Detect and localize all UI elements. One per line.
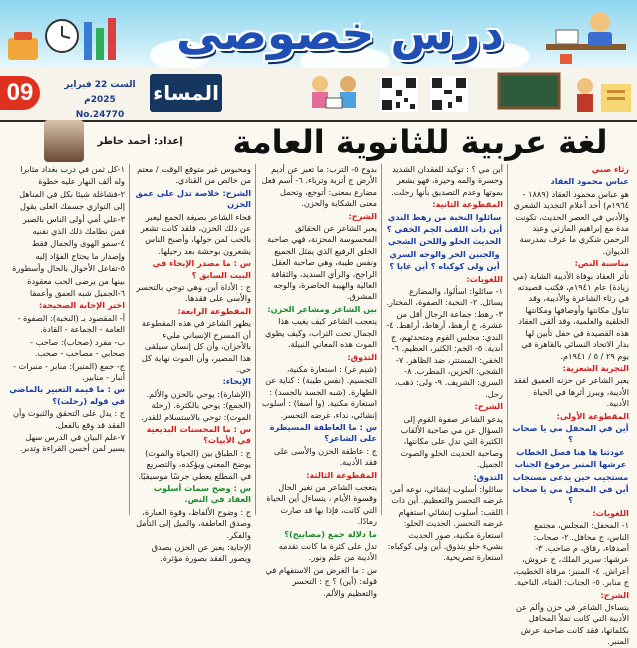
paragraph: التجربة الشعرية: (562, 362, 629, 373)
paragraph: رثاء صبي (591, 164, 629, 174)
paragraph: أين مي ؟ : توكيد للفقدان الشديد وحسرة والمه وحيرة، فهو يشعر بموتها وعدم التصديق بأنها رحلت. (391, 164, 503, 197)
paragraph: المقطوعة الثانية: (432, 199, 503, 210)
paragraph: ٣-علي أمي أولى الناس بالصبر (22, 213, 125, 224)
paragraph: ما دلالة جمع (مصابيح)؟ (284, 528, 377, 539)
paragraph: بينها من يرضى الحب معقودة (27, 275, 125, 286)
paragraph: الإجابة: يعبر عن الحزن بصدق ويصور الفقد بصورة مؤثرة. (151, 542, 251, 564)
student-illustration (540, 6, 632, 66)
article-columns (4, 164, 633, 647)
paragraph: الحديث الحلو واللحن الشجي (387, 236, 502, 247)
paragraph: الشرح: خلاصة تدل على عمق الحزن (135, 187, 251, 210)
paragraph: ٤-سمو الهوى والجمال فقط (31, 238, 125, 249)
paragraph: فمن نظامك ذلك الذي تفنيه (32, 226, 125, 237)
paragraph: وله ألف النهار عليه خطوة (38, 176, 125, 187)
paragraph: سائلوا: أسلوب إنشائي، نوعه أمر، غرضه التحسر والتعظيم. أين ذات اللقب: أسلوب إنشائي استفهام غرضه التحسر. الحديث الحلو: استعارة مكنية، صور الحديث بشيء حلو يتذوق. أين ولى كوكباه: استعارة تصريحية. (387, 483, 503, 563)
paragraph: اللغويات: (592, 507, 629, 518)
paragraph: فجاء الشاعر بصيغة الجمع ليعبر عن ذلك الحزن، فلقد كانت تشعر بالحب لمن حولها، وأصبح الناس يشعرون بوحشة بعد رحيلها. (140, 211, 251, 256)
paragraph: اللغويات: (466, 273, 503, 284)
page-number-badge: 09 (0, 76, 40, 110)
paragraph: ١- سائلوا: اسألوا، والمضارع يسائل. ٢- النخبة: الصفوة، المختار. ٣- رهط: جماعة الرجال أقل من عشرة، ج أرهط، أرهاط، أراهط. ٤- الندي: مجلس القوم ومتحدثهم، ج أندية. ٥- الجم: الكثير، العظيم. ٦- الخفي: المستتر، ضد الظاهر. ٧- الشجي: الحزين، المطرب. ٨- السري: الشريف. ٩- ولى: ذهب، رحل. (386, 286, 503, 399)
paragraph: س : ما الغرض من الاستفهام في قوله: (أين) ؟ ج : التحسر والتعظيم والألم. (265, 564, 377, 598)
paragraph: (الإشارة): يوحي بالحزن والألم. (الجمع): يوحي بالكثرة. (رحلة الموت): توحي بالاستسلام للقدر. (141, 388, 251, 422)
paragraph: التذوق: (347, 351, 377, 362)
paragraph: والجبين الحر والوجه السري (389, 248, 500, 259)
paragraph: ج : الطباق بين (الحياة والموت) يوضح المعنى ويؤكده، والتصريع في المطلع يعطي جرسًا موسيقيًا. (138, 447, 251, 481)
paragraph: يعبر الشاعر عن حزنه العميق لفقد الأديبة، ويبرز أثرها في الحياة الأدبية. (513, 375, 629, 409)
issue-no: No.24770 (75, 110, 125, 120)
author-credit: إعداد: أحمد خاطر (97, 136, 183, 147)
date-line: الست 22 فبراير 2025م (64, 80, 136, 105)
paragraph: يعبر الشاعر عن الحقائق المحسوسة المحزنة، فهي صاحبة الخلق الرفيع الذي يمثل الجميع ونفس طيبة، وهي صاحبة العقل الراجح، والرأي السديد، والثقافة العالية والهيبة الحاضرة، والوجه المشرق. (267, 223, 377, 302)
paragraph: أين في المحفل مي يا صحاب ؟ (512, 422, 629, 445)
paragraph: التذوق: (473, 471, 503, 482)
paragraph: (شيم غر) : استعارة مكنية، التجسيم. (نفس طيبة) : كناية عن الطهارة. (شبه الجسد بالجسد) : استعارة مكنية. (وا أسفا) : أسلوب إنشائي، نداء، غرضه التحسر. (261, 363, 377, 420)
paragraph: أين ذات اللقب الجم الخفي ؟ (386, 224, 503, 235)
paragraph: ب- مفرد (صحاب): صاحب - صحابي - مصاحب - صحب. (30, 336, 125, 359)
newspaper-logo: المساء (150, 74, 222, 112)
paragraph: المقطوعة الثالثة: (306, 469, 377, 480)
paragraph: يظهر الشاعر في هذه المقطوعة أن المسرح الإنساني مليء بالأحزان، وأن كل إنسان سيلقى هذا المصير، وأن الموت نهاية كل حي. (141, 318, 251, 374)
paragraph: ج : يدل على التحقق والثبوت وأن الفقد قد وقع بالفعل. (13, 408, 125, 430)
issue-date (58, 78, 142, 120)
children-reading-illustration (300, 70, 370, 116)
paragraph: ٢-فشاغلة شيئا بكل في المناهل (19, 188, 125, 199)
paragraph: ج : الأداة أين، وهي توحي بالتحسر والأسى على فقدها. (136, 282, 251, 304)
school-supplies-illustration (4, 8, 124, 64)
paragraph: أ- المقصود بـ (النخبة): الصفوة - العامة - الجماعة - القادة. (17, 312, 125, 335)
paragraph: بدوح ٥- الترب: ما تعبر عن أديم الأرض ج أتربة وترباء. ٦- أسم فعل مضارع بمعنى: أتوجع، وتحمل معنى الشكاية والحزن. (261, 164, 377, 209)
paragraph: وإصدار ما يحتاج الفؤاد إليه (35, 250, 125, 261)
paragraph: ٦-الجميل شبه العمق وأعمقا (29, 288, 125, 299)
paragraph: أين ولى كوكباه ؟ أين غابا ؟ (389, 261, 500, 272)
paragraph: مناسبة النص: (574, 258, 629, 269)
header-banner (0, 0, 637, 68)
banner-title: درس خصوصى (176, 6, 504, 60)
masthead (0, 68, 637, 122)
paragraph: ج : عاطفة الحزن والأسى على فقد الأديبة. (273, 445, 377, 468)
paragraph: ١-كل ثمن في درب بغداد مثابرا (20, 164, 125, 174)
author-photo (44, 120, 84, 162)
paragraph: هو عباس محمود العقاد (١٨٨٩ - ١٩٦٤م) أحد أعلام التجديد الشعري والأدبي في العصر الحديث، تكونت مدة مع إبراهيم المازني وعبد الرحمن شكري ما عرف بمدرسة الديوان. (513, 188, 629, 256)
paragraph: س : ما قيمة التعبير بالماضي في قوله (رحلت)؟ (9, 384, 125, 406)
paragraph: المقطوعة الأولى: (556, 410, 629, 421)
paragraph: ٧-علم البيان في الدرس سهل يسير لمن أحسن القراءة وتدبر. (19, 431, 125, 454)
paragraph: الشرح: (348, 210, 377, 221)
paragraph: ج : وضوح الألفاظ، وقوة العبارة، وصدق العاطفة، والميل إلى التأمل والفكر. (136, 506, 251, 540)
paragraph: اختر الإجابة الصحيحة: (38, 300, 125, 311)
paragraph: س : وضح سمات أسلوب العقاد في النص. (153, 482, 251, 505)
paragraph: عودتنا ها هنا فصل الخطاب (516, 446, 625, 457)
article-header (0, 122, 637, 162)
paragraph: ومحبوس غير متوقع الوقت / معتم من خالص من القنادي. (137, 164, 251, 186)
page-title: لغة عربية للثانوية العامة (232, 123, 608, 161)
paragraph: سائلوا النخبة من رهط الندي (387, 211, 502, 222)
paragraph: تدل على كثرة ما كانت تقدمه الأديبة من علم ونور. (278, 541, 377, 563)
qr-code-icon[interactable] (380, 76, 418, 112)
paragraph: يتعجب الشاعر من تغير الحال وقسوة الأيام ، يتساءل أين الحياة التي كانت، فإذا بها قد صارت رمادًا. (266, 481, 377, 527)
paragraph: الشرح: (474, 401, 503, 412)
paragraph: عرشها المنبر مرفوع الجناب (514, 459, 627, 470)
paragraph: المقطوعة الرابعة: (177, 305, 251, 316)
paragraph: إلى التوازي جسمك العلى يقول (20, 201, 125, 212)
classroom-illustration (495, 70, 635, 116)
paragraph: الإيحاء: (222, 376, 251, 387)
column-4 (129, 164, 255, 564)
paragraph: س : ما المحسنات البديعية في الأبيات؟ (146, 423, 251, 446)
paragraph: الشرح: (600, 589, 629, 600)
paragraph: أين في المحفل مي يا صحاب ؟ (512, 483, 629, 506)
paragraph: بين الشاعر ومشاعر الحزن: (267, 303, 377, 314)
paragraph: ١- المحفل: المجلس، مجتمع الناس، ج محافل. ٢- صحاب: أصدقاء، رفاق، م صاحب. ٣- عرشها: سرير الملك، ج عروش، أعراش. ٤- المنبر: مرقاة الخطيب، ج منابر. ٥- الجناب: الفناء، الناحية. (513, 520, 629, 588)
paragraph: يتعجب الشاعر كيف يغيب هذا الجمال تحت التراب، وكيف يطوي الموت هذه المعاني النبيلة. (264, 316, 377, 350)
paragraph: يدعو الشاعر صفوة القوم إلى السؤال عن مي صاحبة الألقاب الكثيرة التي تدل على مكانتها، وصاحبة الحديث الحلو والصوت الجميل. (400, 413, 503, 470)
paragraph: ج- جمع (المنبر): منابر - منبرات - أنبار - منابير. (13, 360, 125, 382)
qr-code-icon[interactable] (430, 76, 468, 112)
paragraph: س : ما العاطفة المسيطرة على الشاعر؟ (269, 421, 377, 444)
paragraph: عباس محمود العقاد (550, 176, 629, 187)
paragraph: ٥-تفاعل الأحوال بالحال وأسطورة (12, 263, 125, 274)
column-1 (507, 164, 633, 647)
paragraph: مستجيب حين يدعى مستجاب (512, 471, 629, 482)
paragraph: س : ما مصدر الإيحاء في البيت السابق ؟ (152, 258, 251, 280)
paragraph: تأثر العقاد بوفاة الأديبة الشابة (مي زيادة) عام ١٩٤١م، فكتب قصيدته في رثاء الشاعرة والأديبة، وقد تناول مكانتها وأوصافها ومكانتها الخلقية والعلمية، وقد ألقى العقاد هذه القصيدة في حفل تأبين لها بدار الاتحاد النسائي بالقاهرة في يوم ٢٩ / ٥ / ١٩٤١م. (512, 270, 629, 361)
paragraph: يتساءل الشاعر في حزن وألم عن الأديبة التي كانت تملأ المحافل بكلماتها، فقد كانت صاحبة عرش المنبر. (516, 602, 629, 647)
column-3 (255, 164, 381, 598)
column-2 (381, 164, 507, 563)
column-5 (4, 164, 129, 515)
